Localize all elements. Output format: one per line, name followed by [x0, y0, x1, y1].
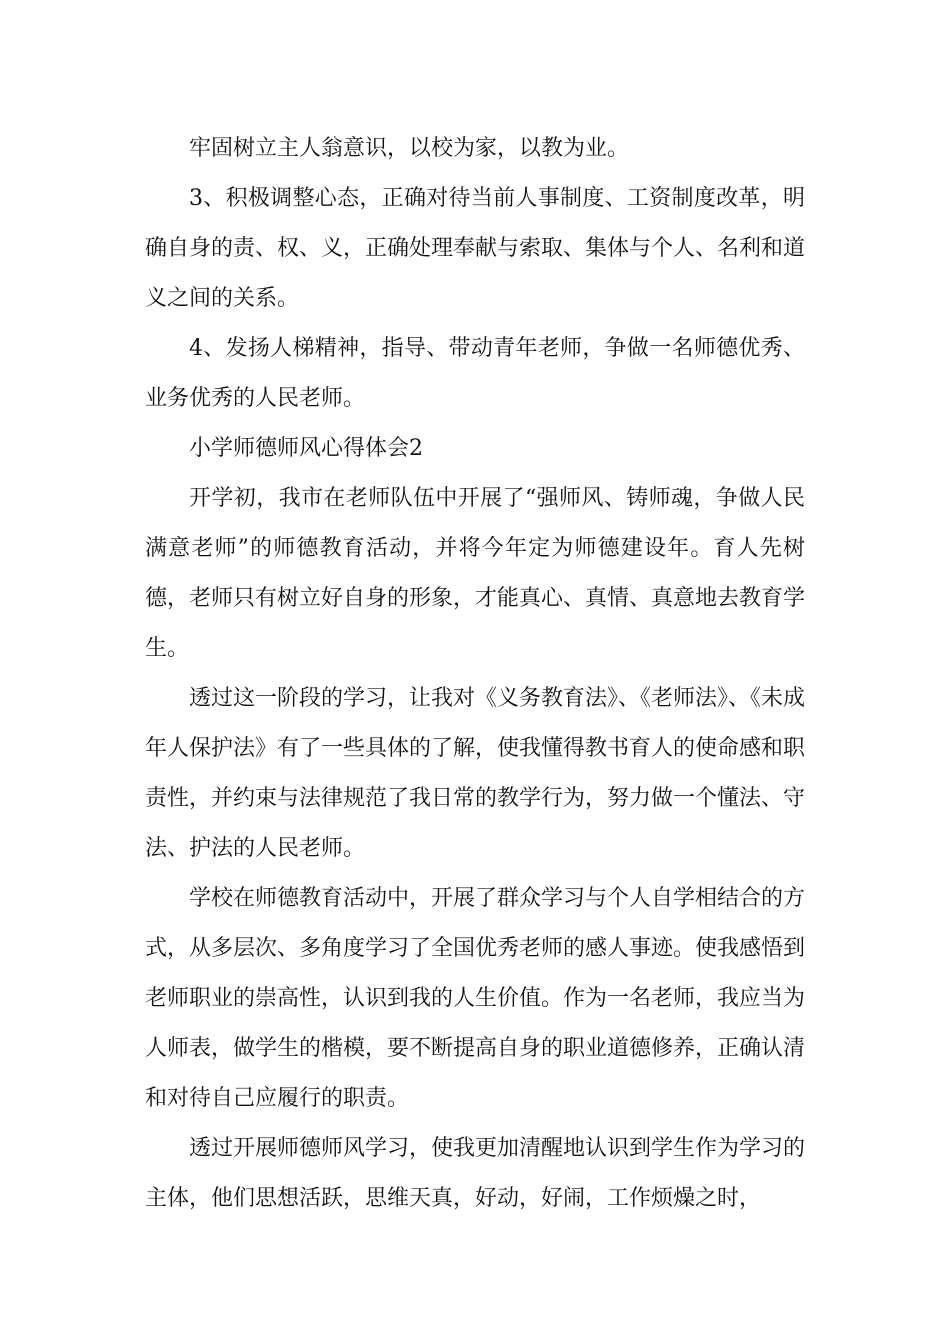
paragraph-6: 学校在师德教育活动中，开展了群众学习与个人自学相结合的方式，从多层次、多角度学习了全国优秀老师的感人事迹。使我感悟到老师职业的崇高性，认识到我的人生价值。作为一名老师，我应当为人师表，做学生的楷模，要不断提高自身的职业道德修养，正确认清和对待自己应履行的职责。: [145, 886, 806, 1111]
document-body: [145, 124, 805, 1224]
section-heading: 小学师德师风心得体会2: [189, 436, 423, 461]
paragraph-7: 透过开展师德师风学习，使我更加清醒地认识到学生作为学习的主体，他们思想活跃，思维天真，好动，好闹，工作烦燥之时，: [145, 1136, 806, 1211]
paragraph-1: 牢固树立主人翁意识，以校为家，以教为业。: [189, 136, 630, 161]
paragraph-5: 透过这一阶段的学习，让我对《义务教育法》、《老师法》、《未成年人保护法》有了一些具体的了解，使我懂得教书育人的使命感和职责性，并约束与法律规范了我日常的教学行为，努力做一个懂法、守法、护法的人民老师。: [145, 686, 806, 861]
paragraph-4: 开学初，我市在老师队伍中开展了“强师风、铸师魂，争做人民满意老师”的师德教育活动，并将今年定为师德建设年。育人先树德，老师只有树立好自身的形象，才能真心、真情、真意地去教育学生。: [145, 486, 806, 661]
paragraph-2: 3、积极调整心态，正确对待当前人事制度、工资制度改革，明确自身的责、权、义，正确处理奉献与索取、集体与个人、名利和道义之间的关系。: [145, 186, 806, 311]
paragraph-3: 4、发扬人梯精神，指导、带动青年老师，争做一名师德优秀、业务优秀的人民老师。: [145, 336, 805, 411]
